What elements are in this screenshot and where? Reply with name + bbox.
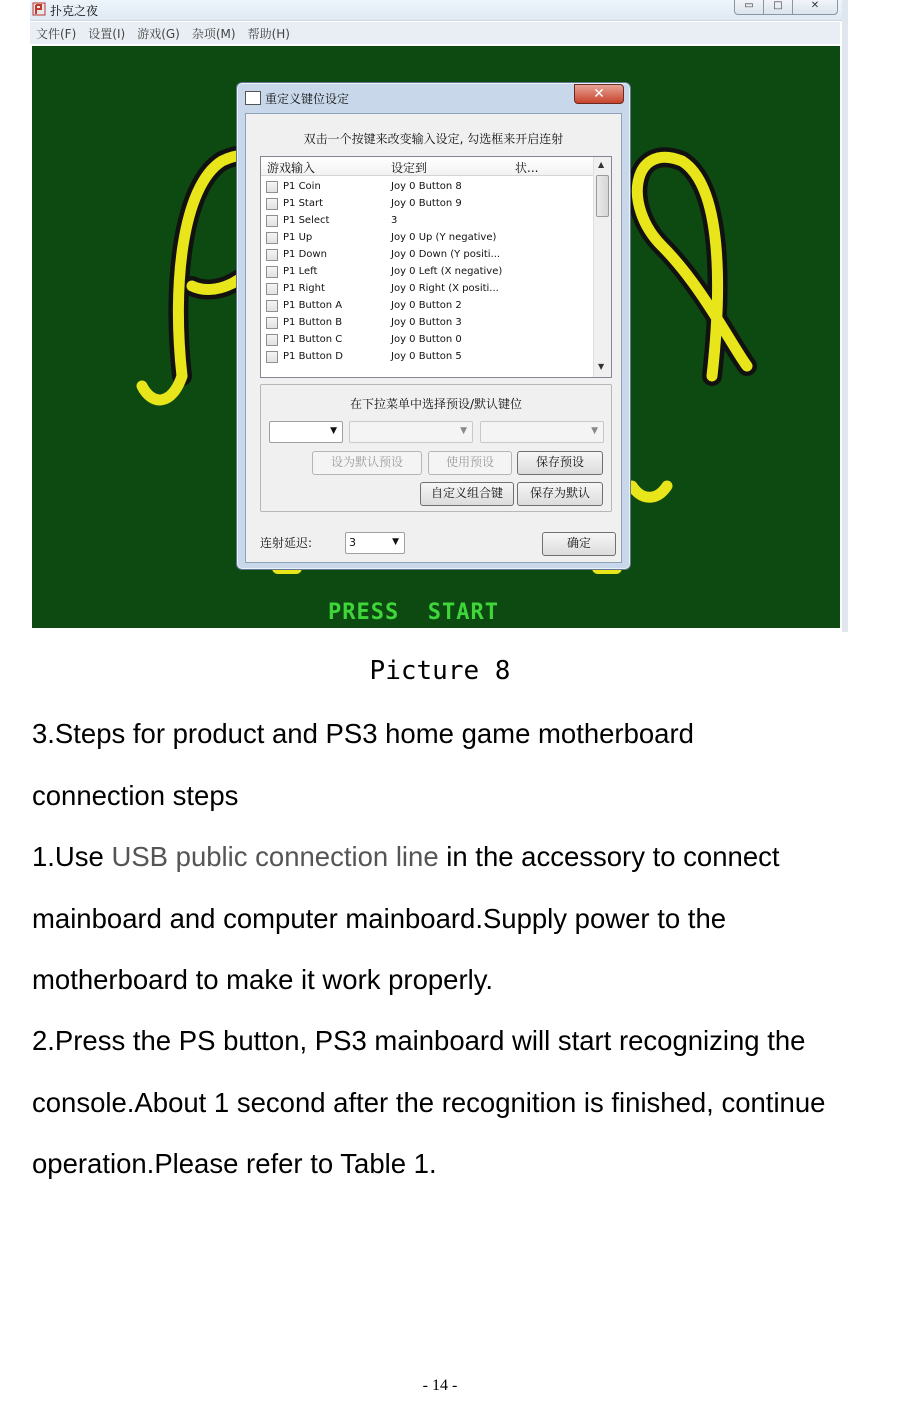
input-mapping: Joy 0 Button 5 (391, 351, 462, 362)
input-name: P1 Select (283, 215, 330, 226)
input-mapping: Joy 0 Right (X positi... (391, 283, 499, 294)
minimize-button[interactable]: ▭ (734, 0, 764, 15)
turbo-checkbox[interactable] (266, 232, 278, 244)
save-preset-button[interactable]: 保存预设 (517, 451, 603, 475)
input-mapping: Joy 0 Button 0 (391, 334, 462, 345)
input-name: P1 Button B (283, 317, 343, 328)
menu-misc[interactable]: 杂项(M) (191, 26, 236, 41)
press-start-text: PRESS START (328, 600, 499, 625)
preset-label: 在下拉菜单中选择预设/默认键位 (349, 397, 523, 411)
use-preset-button[interactable]: 使用预设 (428, 451, 512, 475)
menu-file[interactable]: 文件(F) (36, 26, 77, 41)
figure-caption: Picture 8 (369, 656, 511, 686)
save-as-default-button[interactable]: 保存为默认 (517, 482, 603, 506)
preset-dropdown-3[interactable] (480, 421, 604, 443)
input-name: P1 Right (283, 283, 325, 294)
column-header-input[interactable]: 游戏输入 (267, 161, 316, 175)
chevron-down-icon: ▼ (460, 426, 467, 436)
input-name: P1 Coin (283, 181, 321, 192)
dialog-body (245, 113, 622, 563)
section-heading (32, 703, 872, 826)
title-bar (30, 0, 848, 21)
input-mapping: Joy 0 Button 9 (391, 198, 462, 209)
turbo-checkbox[interactable] (266, 249, 278, 261)
chevron-down-icon: ▼ (392, 537, 399, 547)
input-name: P1 Button C (283, 334, 343, 345)
chevron-down-icon: ▼ (330, 426, 337, 436)
list-item[interactable] (261, 230, 593, 247)
input-mapping: Joy 0 Button 8 (391, 181, 462, 192)
preset-dropdown-1[interactable] (269, 421, 343, 443)
input-name: P1 Button D (283, 351, 343, 362)
input-mapping: Joy 0 Button 2 (391, 300, 462, 311)
preset-dropdown-2[interactable] (349, 421, 473, 443)
set-default-preset-button[interactable]: 设为默认预设 (312, 451, 422, 475)
list-scrollbar[interactable] (593, 157, 611, 377)
turbo-checkbox[interactable] (266, 300, 278, 312)
step-1-paragraph (32, 826, 872, 1011)
page-number: - 14 - (422, 1377, 458, 1394)
turbo-delay-label: 连射延迟: (260, 536, 313, 550)
input-mapping: Joy 0 Up (Y negative) (391, 232, 497, 243)
step-2-paragraph: 2.Press the PS button, PS3 mainboard will start recognizing the console.About 1 second after the recognition is finished, continue operation.Please refer to Table 1. (32, 1025, 826, 1179)
dialog-instruction: 双击一个按键来改变输入设定, 勾选框来开启连射 (303, 132, 564, 146)
menu-help[interactable]: 帮助(H) (247, 26, 290, 41)
list-item[interactable] (261, 213, 593, 230)
turbo-checkbox[interactable] (266, 181, 278, 193)
input-name: P1 Button A (283, 300, 343, 311)
turbo-checkbox[interactable] (266, 351, 278, 363)
input-mapping-list[interactable] (260, 156, 612, 378)
maximize-button[interactable]: □ (763, 0, 793, 15)
input-mapping: Joy 0 Left (X negative) (391, 266, 503, 277)
turbo-delay-select[interactable] (345, 532, 405, 554)
step-1-text: in the accessory to connect mainboard and computer mainboard.Supply power to the motherboard to make it work properly. (32, 841, 780, 995)
usb-cable-term: USB public connection line (111, 841, 439, 872)
list-item[interactable] (261, 179, 593, 196)
heading-line-1: 3.Steps for product and PS3 home game motherboard (32, 718, 694, 749)
column-header-mapping[interactable]: 设定到 (391, 161, 428, 175)
input-mapping: 3 (391, 215, 398, 226)
column-header-status[interactable]: 状... (515, 161, 539, 175)
turbo-checkbox[interactable] (266, 334, 278, 346)
key-remap-dialog (236, 82, 631, 570)
menu-game[interactable]: 游戏(G) (137, 26, 180, 41)
input-name: P1 Up (283, 232, 313, 243)
list-item[interactable] (261, 298, 593, 315)
turbo-checkbox[interactable] (266, 198, 278, 210)
turbo-delay-value: 3 (349, 536, 356, 549)
scroll-up-icon[interactable]: ▲ (598, 160, 605, 169)
menu-settings[interactable]: 设置(I) (88, 26, 126, 41)
scroll-down-icon[interactable]: ▼ (598, 362, 605, 371)
input-name: P1 Start (283, 198, 323, 209)
list-item[interactable] (261, 332, 593, 349)
turbo-checkbox[interactable] (266, 317, 278, 329)
window-edge (842, 0, 848, 632)
dialog-window-icon (245, 91, 261, 105)
input-name: P1 Down (283, 249, 327, 260)
list-item[interactable] (261, 281, 593, 298)
window-title: 扑克之夜 (50, 4, 99, 18)
chevron-down-icon: ▼ (591, 426, 598, 436)
list-item[interactable] (261, 264, 593, 281)
input-mapping: Joy 0 Button 3 (391, 317, 462, 328)
custom-combo-button[interactable]: 自定义组合键 (420, 482, 514, 506)
dialog-title: 重定义键位设定 (265, 92, 350, 106)
input-mapping: Joy 0 Down (Y positi... (391, 249, 501, 260)
close-window-button[interactable]: ✕ (792, 0, 838, 15)
dialog-close-button[interactable]: ✕ (574, 84, 624, 104)
list-item[interactable] (261, 196, 593, 213)
scrollbar-thumb[interactable] (596, 175, 609, 217)
menu-bar (30, 22, 840, 44)
list-header (261, 157, 593, 176)
turbo-checkbox[interactable] (266, 266, 278, 278)
list-item[interactable] (261, 349, 593, 366)
list-item[interactable] (261, 315, 593, 332)
ok-button[interactable]: 确定 (542, 532, 616, 556)
input-name: P1 Left (283, 266, 318, 277)
turbo-checkbox[interactable] (266, 215, 278, 227)
app-logo-icon (32, 2, 46, 16)
turbo-checkbox[interactable] (266, 283, 278, 295)
list-item[interactable] (261, 247, 593, 264)
heading-line-2: connection steps (32, 779, 239, 811)
step-1-prefix: 1.Use (32, 841, 112, 872)
preset-groupbox (260, 384, 612, 512)
